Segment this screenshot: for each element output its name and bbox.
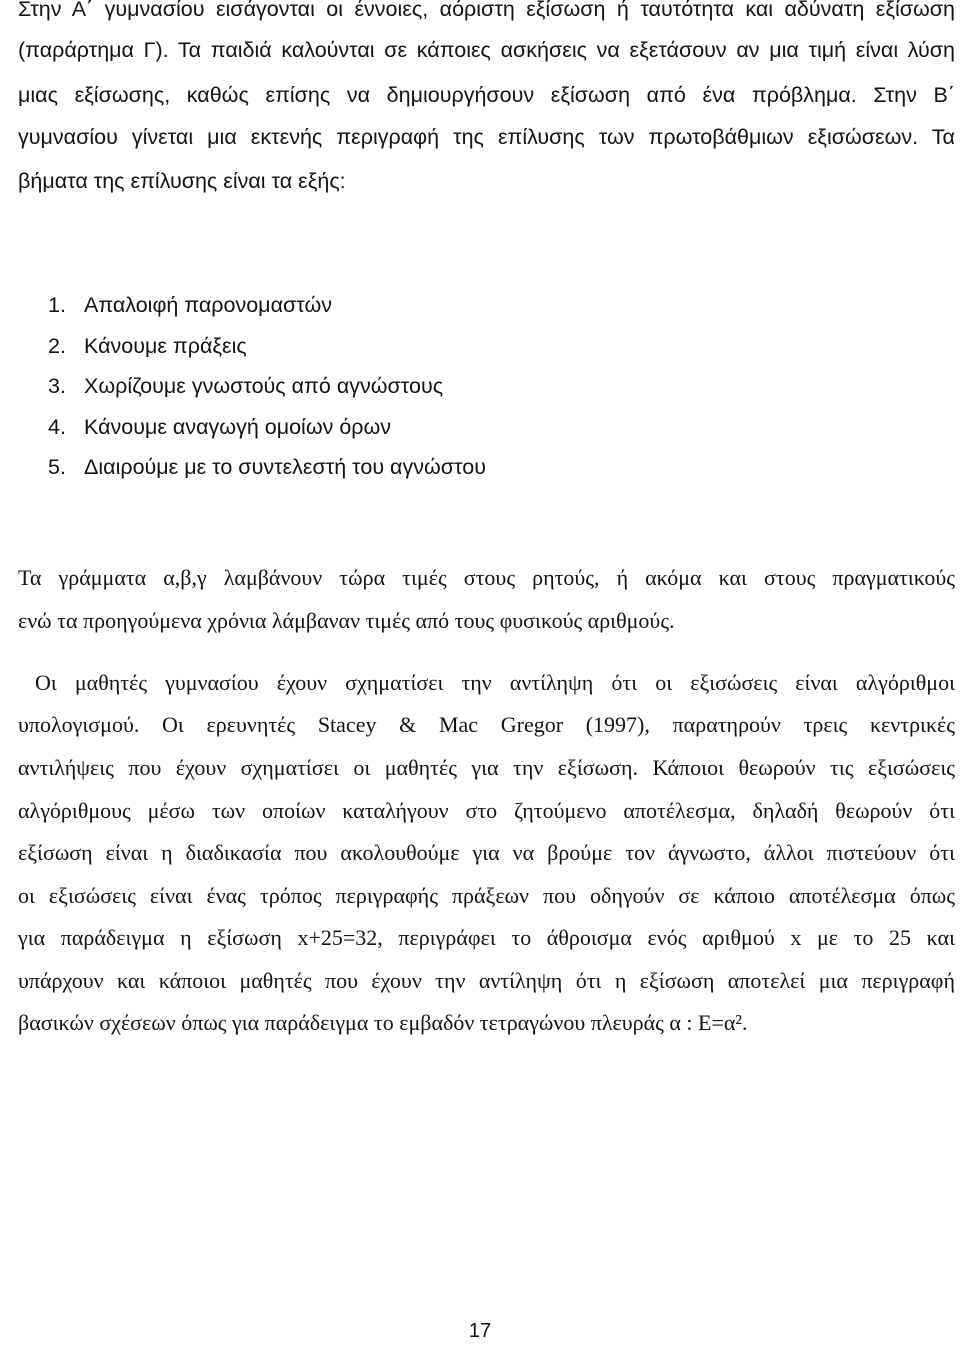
- beliefs-line: υπολογισμού. Οι ερευνητές Stacey & Mac Gregor (1997), παρατηρούν τρεις κεντρικές: [18, 712, 955, 737]
- beliefs-line: εξίσωση είναι η διαδικασία που ακολουθούμε για να βρούμε τον άγνωστο, άλλοι πιστεύουν ότι: [18, 840, 955, 865]
- step-number: 1.: [48, 293, 66, 317]
- intro-line: μιας εξίσωσης, καθώς επίσης να δημιουργήσουν εξίσωση από ένα πρόβλημα. Στην Β΄: [18, 83, 955, 107]
- list-item: [48, 366, 486, 407]
- step-text: Κάνουμε πράξεις: [84, 333, 247, 358]
- beliefs-line: Οι μαθητές γυμνασίου έχουν σχηματίσει την αντίληψη ότι οι εξισώσεις είναι αλγόριθμοι: [35, 670, 955, 695]
- list-item: [48, 447, 486, 488]
- list-item: [48, 326, 486, 367]
- letters-line: Τα γράμματα α,β,γ λαμβάνουν τώρα τιμές στους ρητούς, ή ακόμα και στους πραγματικούς: [18, 565, 955, 590]
- step-text: Απαλοιφή παρονομαστών: [84, 293, 332, 317]
- beliefs-line: αλγόριθμους μέσω των οποίων καταλήγουν στο ζητούμενο αποτέλεσμα, δηλαδή θεωρούν ότι: [18, 798, 955, 823]
- solution-steps-list: [48, 285, 486, 488]
- step-text: Διαιρούμε με το συντελεστή του αγνώστου: [84, 455, 486, 479]
- beliefs-line: βασικών σχέσεων όπως για παράδειγμα το εμβαδόν τετραγώνου πλευράς α : Ε=α².: [18, 1010, 748, 1035]
- step-number: 4.: [48, 414, 66, 439]
- intro-line: Στην Α΄ γυμνασίου εισάγονται οι έννοιες, αόριστη εξίσωση ή ταυτότητα και αδύνατη εξίσωση: [18, 0, 955, 21]
- intro-line: γυμνασίου γίνεται μια εκτενής περιγραφή της επίλυσης των πρωτοβάθμιων εξισώσεων. Τα: [18, 125, 955, 149]
- step-text: Χωρίζουμε γνωστούς από αγνώστους: [84, 374, 444, 398]
- intro-line: (παράρτημα Γ). Τα παιδιά καλούνται σε κάποιες ασκήσεις να εξετάσουν αν μια τιμή είναι λύση: [18, 38, 955, 62]
- intro-line: βήματα της επίλυσης είναι τα εξής:: [18, 169, 346, 193]
- letters-line: ενώ τα προηγούμενα χρόνια λάμβαναν τιμές από τους φυσικούς αριθμούς.: [18, 608, 675, 633]
- list-item: [48, 285, 486, 326]
- beliefs-line: αντιλήψεις που έχουν σχηματίσει οι μαθητές για την εξίσωση. Κάποιοι θεωρούν τις εξισώσεις: [18, 755, 955, 780]
- page-number: 17: [468, 1320, 492, 1342]
- step-number: 5.: [48, 455, 66, 479]
- step-number: 3.: [48, 374, 66, 398]
- beliefs-line: για παράδειγμα η εξίσωση x+25=32, περιγράφει το άθροισμα ενός αριθμού x με το 25 και: [18, 925, 955, 950]
- step-number: 2.: [48, 333, 66, 358]
- list-item: [48, 407, 486, 448]
- step-text: Κάνουμε αναγωγή ομοίων όρων: [84, 414, 392, 439]
- beliefs-line: οι εξισώσεις είναι ένας τρόπος περιγραφής πράξεων που οδηγούν σε κάποιο αποτέλεσμα όπως: [18, 883, 955, 908]
- beliefs-line: υπάρχουν και κάποιοι μαθητές που έχουν την αντίληψη ότι η εξίσωση αποτελεί μια περιγραφή: [18, 968, 955, 993]
